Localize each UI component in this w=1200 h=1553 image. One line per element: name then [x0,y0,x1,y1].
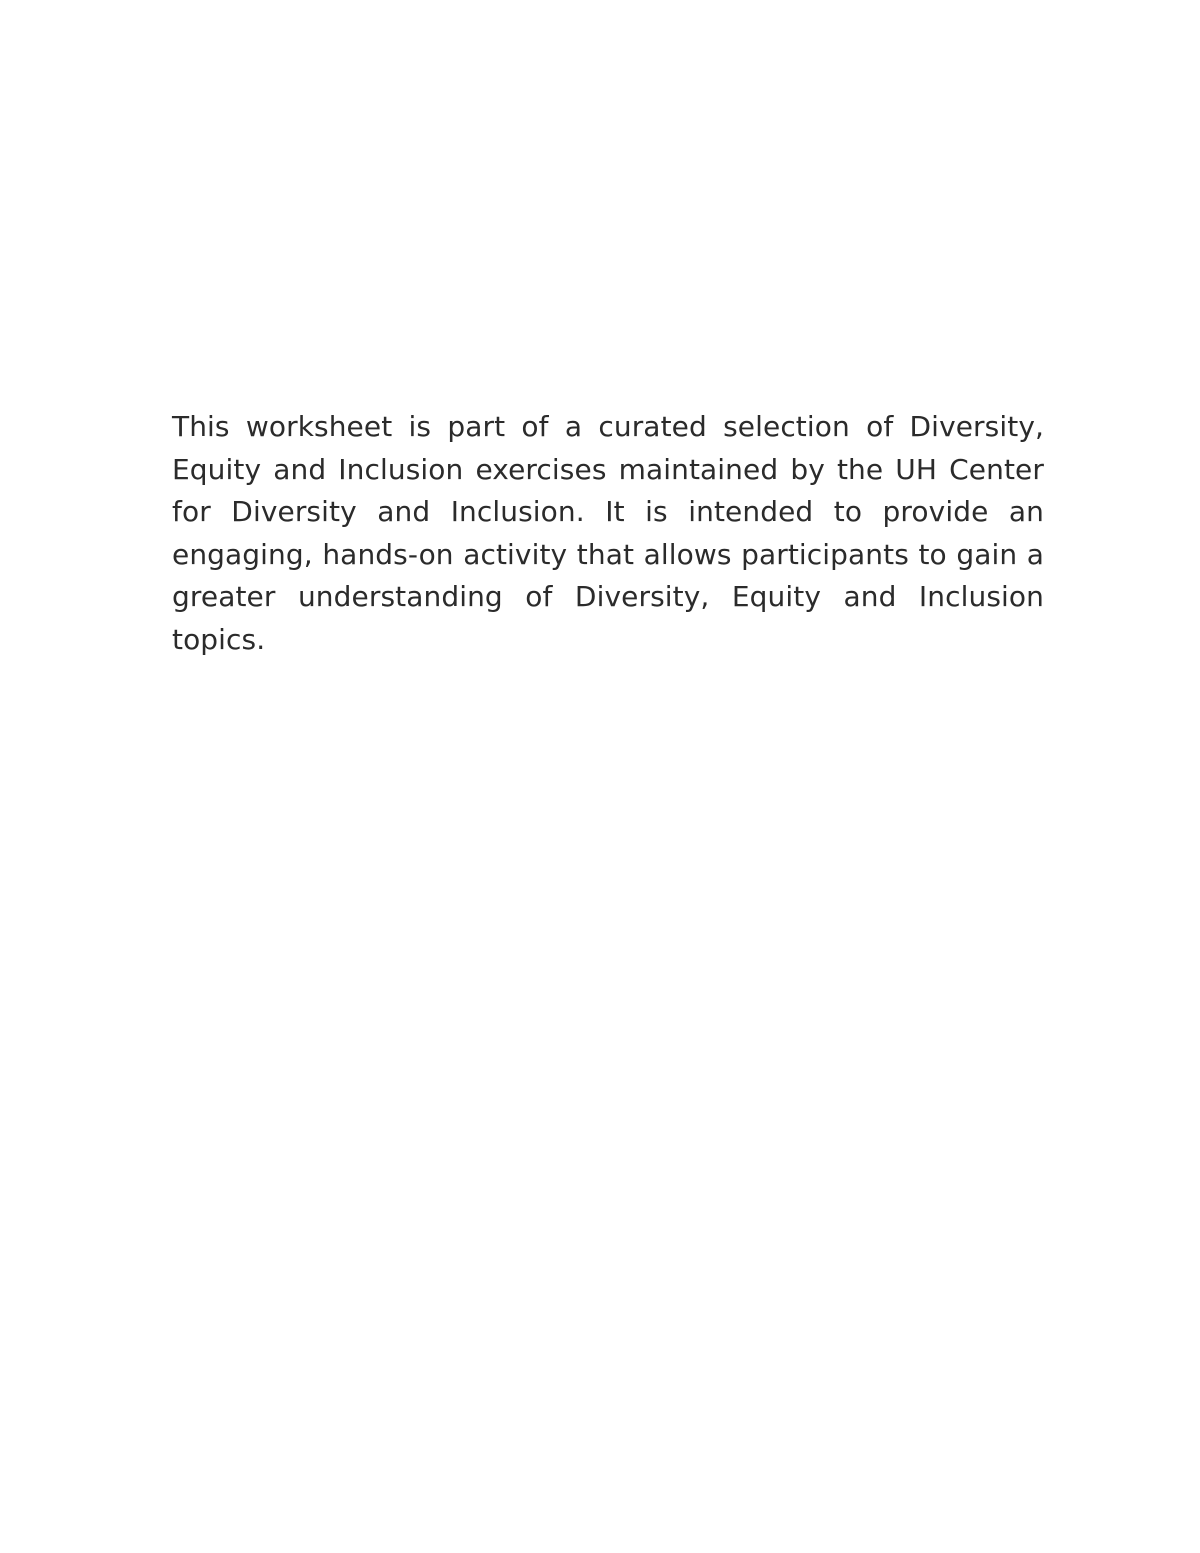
intro-paragraph: This worksheet is part of a curated selection of Diversity, Equity and Inclusion exercises maintained by the UH Center for Diversity and Inclusion. It is intended to provide an engaging, hands-on activity that allows participants to gain a greater understanding of Diversity, Equity and Inclusion topics. [172,410,1044,656]
